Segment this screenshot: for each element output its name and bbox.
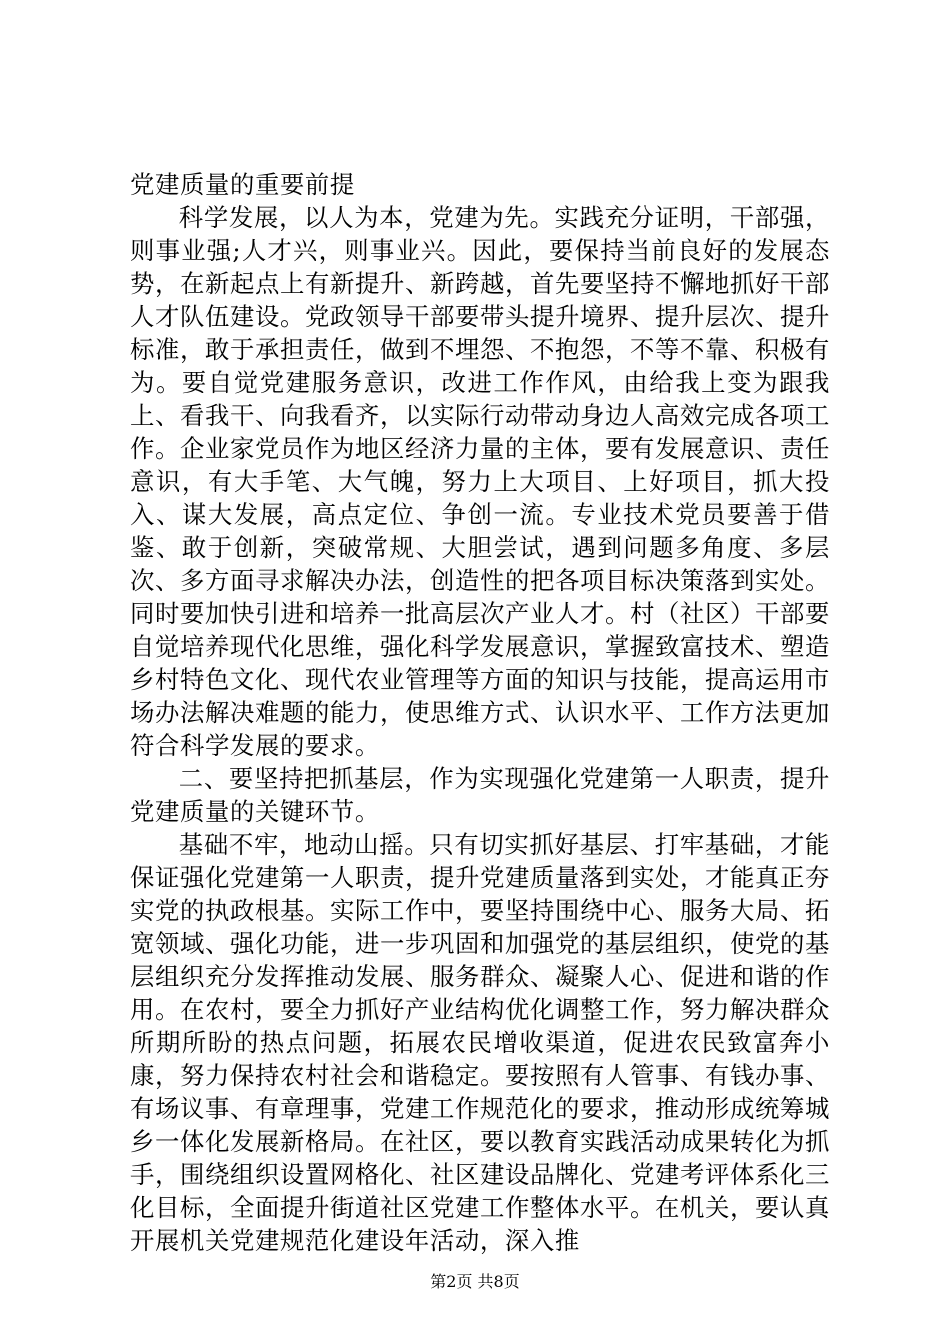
paragraph-continuation: 党建质量的重要前提 [130, 170, 355, 199]
section-heading-grassroots: 二、要坚持把抓基层，作为实现强化党建第一人职责，提升党建质量的关键环节。 [130, 764, 830, 826]
document-body [130, 168, 830, 1257]
paragraph-talent-building: 科学发展，以人为本，党建为先。实践充分证明，干部强，则事业强;人才兴，则事业兴。因此，要保持当前良好的发展态势，在新起点上有新提升、新跨越，首先要坚持不懈地抓好干部人才队伍建设。党政领导干部要带头提升境界、提升层次、提升标准，敢于承担责任，做到不埋怨、不抱怨，不等不靠、积极有为。要自觉党建服务意识，改进工作作风，由给我上变为跟我上、看我干、向我看齐，以实际行动带动身边人高效完成各项工作。企业家党员作为地区经济力量的主体，要有发展意识、责任意识，有大手笔、大气魄，努力上大项目、上好项目，抓大投入、谋大发展，高点定位、争创一流。专业技术党员要善于借鉴、敢于创新，突破常规、大胆尝试，遇到问题多角度、多层次、多方面寻求解决办法，创造性的把各项目标决策落到实处。同时要加快引进和培养一批高层次产业人才。村（社区）干部要自觉培养现代化思维，强化科学发展意识，掌握致富技术、塑造乡村特色文化、现代农业管理等方面的知识与技能，提高运用市场办法解决难题的能力，使思维方式、认识水平、工作方法更加符合科学发展的要求。 [130, 203, 830, 760]
page-number-footer: 第2页 共8页 [430, 1272, 520, 1291]
paragraph-grassroots: 基础不牢，地动山摇。只有切实抓好基层、打牢基础，才能保证强化党建第一人职责，提升党建质量落到实处，才能真正夯实党的执政根基。实际工作中，要坚持围绕中心、服务大局、拓宽领域、强化功能，进一步巩固和加强党的基层组织，使党的基层组织充分发挥推动发展、服务群众、凝聚人心、促进和谐的作用。在农村，要全力抓好产业结构优化调整工作，努力解决群众所期所盼的热点问题，拓展农民增收渠道，促进农民致富奔小康，努力保持农村社会和谐稳定。要按照有人管事、有钱办事、有场议事、有章理事，党建工作规范化的要求，推动形成统筹城乡一体化发展新格局。在社区，要以教育实践活动成果转化为抓手，围绕组织设置网格化、社区建设品牌化、党建考评体系化三化目标，全面提升街道社区党建工作整体水平。在机关，要认真开展机关党建规范化建设年活动，深入推 [130, 830, 830, 1255]
